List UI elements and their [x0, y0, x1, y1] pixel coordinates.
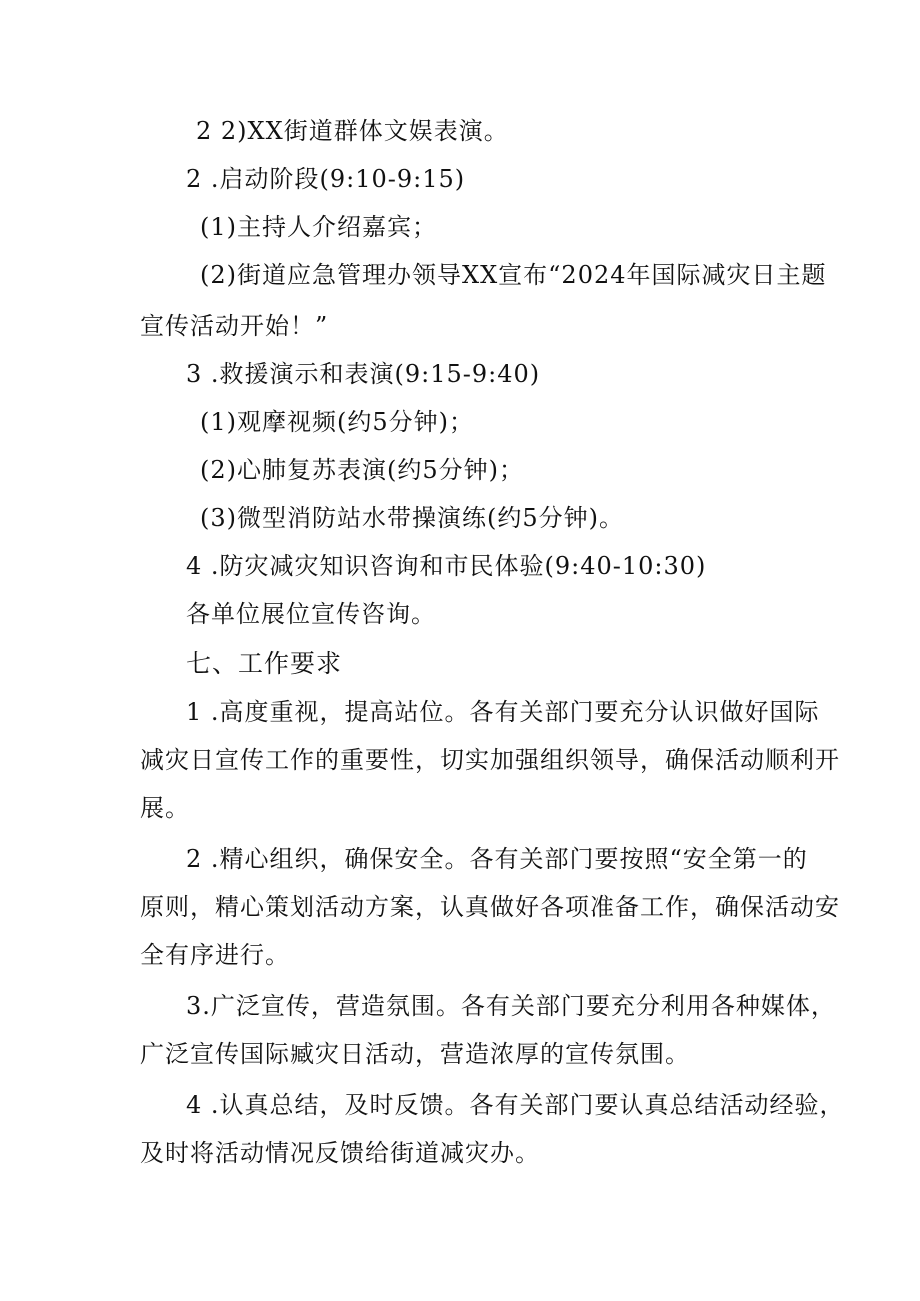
rescue-stage-heading: 3 .救援演示和表演(9:15-9:40): [186, 360, 541, 388]
rescue-item-2: (2)心肺复苏表演(约5分钟)；: [200, 456, 524, 484]
requirement-1-line-2: 减灾日宣传工作的重要性，切实加强组织领导，确保活动顺利开: [140, 746, 840, 774]
requirement-1-line-3: 展。: [140, 794, 190, 822]
activity-item-2-2: 2 2)XX街道群体文娱表演。: [196, 117, 509, 145]
requirement-2-line-3: 全有序进行。: [140, 941, 290, 969]
launch-item-2: (2)街道应急管理办领导XX宣布“2024年国际减灾日主题: [200, 261, 827, 289]
requirement-3-line-2: 广泛宣传国际臧灾日活动，营造浓厚的宣传氛围。: [140, 1040, 690, 1068]
consulting-description: 各单位展位宣传咨询。: [186, 600, 436, 628]
requirement-4-line-2: 及时将活动情况反馈给街道减灾办。: [140, 1139, 540, 1167]
launch-stage-heading: 2 .启动阶段(9:10-9:15): [186, 165, 466, 193]
launch-item-1: (1)主持人介绍嘉宾；: [200, 213, 437, 241]
requirement-2-line-2: 原则，精心策划活动方案，认真做好各项准备工作，确保活动安: [140, 893, 840, 921]
launch-item-2-continued: 宣传活动开始！”: [140, 312, 329, 340]
requirement-1-line-1: 1 .高度重视，提高站位。各有关部门要充分认识做好国际: [186, 698, 820, 726]
requirement-2-line-1: 2 .精心组织，确保安全。各有关部门要按照“安全第一的: [186, 845, 808, 873]
rescue-item-3: (3)微型消防站水带操演练(约5分钟)。: [200, 504, 624, 532]
rescue-item-1: (1)观摩视频(约5分钟)；: [200, 408, 474, 436]
section-heading-work-requirements: 七、工作要求: [186, 649, 343, 678]
consulting-stage-heading: 4 .防灾减灾知识咨询和市民体验(9:40-10:30): [186, 552, 707, 580]
requirement-4-line-1: 4 .认真总结，及时反馈。各有关部门要认真总结活动经验，: [186, 1091, 845, 1119]
requirement-3-line-1: 3.广泛宣传，营造氛围。各有关部门要充分利用各种媒体，: [186, 992, 836, 1020]
